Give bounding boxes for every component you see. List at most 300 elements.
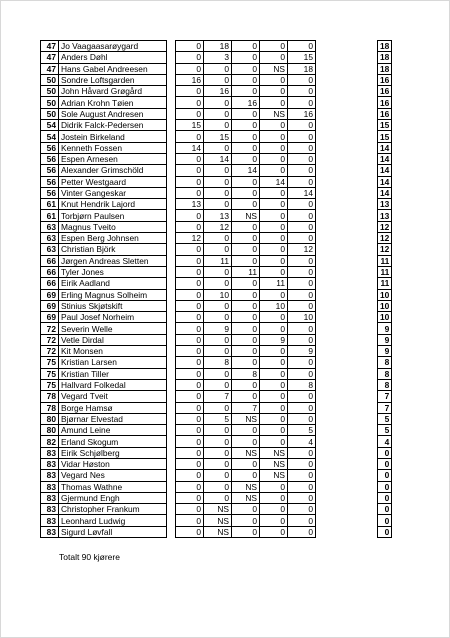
race-1-points-cell: 0 <box>176 334 204 345</box>
total-points-cell: 12 <box>378 244 392 255</box>
table-row <box>41 210 392 221</box>
race-5-points-cell: 0 <box>288 470 316 481</box>
column-gap <box>316 312 378 323</box>
column-gap <box>316 391 378 402</box>
driver-name-cell: Anders Døhl <box>59 52 167 63</box>
total-points-cell: 10 <box>378 300 392 311</box>
column-gap <box>316 97 378 108</box>
rank-cell: 82 <box>41 436 59 447</box>
column-gap <box>316 447 378 458</box>
table-row <box>41 492 392 503</box>
column-gap <box>316 63 378 74</box>
table-row <box>41 458 392 469</box>
total-points-cell: 7 <box>378 391 392 402</box>
column-gap <box>167 447 176 458</box>
total-points-cell: 0 <box>378 504 392 515</box>
column-gap <box>167 187 176 198</box>
total-points-cell: 0 <box>378 458 392 469</box>
race-2-points-cell: 3 <box>204 52 232 63</box>
driver-name-cell: Vinter Gangeskar <box>59 187 167 198</box>
rank-cell: 50 <box>41 86 59 97</box>
race-3-points-cell: 0 <box>232 41 260 52</box>
rank-cell: 63 <box>41 221 59 232</box>
column-gap <box>316 120 378 131</box>
column-gap <box>167 266 176 277</box>
race-4-points-cell: 0 <box>260 312 288 323</box>
table-row <box>41 74 392 85</box>
driver-name-cell: Christian Björk <box>59 244 167 255</box>
column-gap <box>316 41 378 52</box>
race-2-points-cell: 12 <box>204 221 232 232</box>
race-2-points-cell: 16 <box>204 86 232 97</box>
results-table <box>40 40 392 538</box>
race-2-points-cell: 0 <box>204 165 232 176</box>
column-gap <box>316 199 378 210</box>
driver-name-cell: Eirik Aadland <box>59 278 167 289</box>
race-1-points-cell: 0 <box>176 210 204 221</box>
table-row <box>41 334 392 345</box>
total-points-cell: 10 <box>378 289 392 300</box>
rank-cell: 75 <box>41 368 59 379</box>
column-gap <box>167 368 176 379</box>
race-4-points-cell: 0 <box>260 210 288 221</box>
column-gap <box>167 278 176 289</box>
rank-cell: 75 <box>41 357 59 368</box>
table-row <box>41 108 392 119</box>
column-gap <box>167 402 176 413</box>
race-1-points-cell: 0 <box>176 447 204 458</box>
rank-cell: 56 <box>41 165 59 176</box>
driver-name-cell: Thomas Wathne <box>59 481 167 492</box>
column-gap <box>167 300 176 311</box>
race-3-points-cell: 0 <box>232 131 260 142</box>
driver-name-cell: John Håvard Grøgård <box>59 86 167 97</box>
race-3-points-cell: 0 <box>232 244 260 255</box>
column-gap <box>167 346 176 357</box>
race-2-points-cell: 0 <box>204 334 232 345</box>
column-gap <box>316 233 378 244</box>
race-5-points-cell: 0 <box>288 300 316 311</box>
table-row <box>41 41 392 52</box>
table-row <box>41 153 392 164</box>
race-3-points-cell: 0 <box>232 526 260 537</box>
race-1-points-cell: 0 <box>176 323 204 334</box>
race-1-points-cell: 12 <box>176 233 204 244</box>
driver-name-cell: Adrian Krohn Tøien <box>59 97 167 108</box>
race-1-points-cell: 0 <box>176 379 204 390</box>
race-3-points-cell: NS <box>232 447 260 458</box>
rank-cell: 80 <box>41 413 59 424</box>
rank-cell: 66 <box>41 255 59 266</box>
column-gap <box>167 165 176 176</box>
column-gap <box>167 481 176 492</box>
driver-name-cell: Knut Hendrik Lajord <box>59 199 167 210</box>
total-points-cell: 0 <box>378 515 392 526</box>
race-1-points-cell: 15 <box>176 120 204 131</box>
driver-name-cell: Jo Vaagaasarøygard <box>59 41 167 52</box>
column-gap <box>316 52 378 63</box>
race-1-points-cell: 0 <box>176 346 204 357</box>
driver-name-cell: Erland Skogum <box>59 436 167 447</box>
driver-name-cell: Eirik Schjølberg <box>59 447 167 458</box>
total-points-cell: 9 <box>378 346 392 357</box>
table-row <box>41 504 392 515</box>
race-1-points-cell: 0 <box>176 266 204 277</box>
driver-name-cell: Vegard Tveit <box>59 391 167 402</box>
race-1-points-cell: 0 <box>176 436 204 447</box>
race-5-points-cell: 0 <box>288 233 316 244</box>
race-3-points-cell: 0 <box>232 120 260 131</box>
race-5-points-cell: 0 <box>288 357 316 368</box>
race-5-points-cell: 12 <box>288 244 316 255</box>
column-gap <box>167 41 176 52</box>
rank-cell: 83 <box>41 504 59 515</box>
rank-cell: 56 <box>41 187 59 198</box>
race-3-points-cell: 0 <box>232 379 260 390</box>
race-3-points-cell: 8 <box>232 368 260 379</box>
total-points-cell: 12 <box>378 233 392 244</box>
race-2-points-cell: 0 <box>204 244 232 255</box>
race-2-points-cell: 14 <box>204 153 232 164</box>
table-row <box>41 346 392 357</box>
total-points-cell: 15 <box>378 120 392 131</box>
race-2-points-cell: 0 <box>204 74 232 85</box>
race-4-points-cell: 0 <box>260 244 288 255</box>
table-row <box>41 221 392 232</box>
table-row <box>41 391 392 402</box>
race-5-points-cell: 5 <box>288 425 316 436</box>
race-2-points-cell: 0 <box>204 63 232 74</box>
race-2-points-cell: 0 <box>204 120 232 131</box>
race-5-points-cell: 0 <box>288 199 316 210</box>
race-4-points-cell: 10 <box>260 300 288 311</box>
rank-cell: 66 <box>41 266 59 277</box>
column-gap <box>167 289 176 300</box>
race-2-points-cell: 7 <box>204 391 232 402</box>
race-5-points-cell: 0 <box>288 458 316 469</box>
column-gap <box>316 210 378 221</box>
race-1-points-cell: 0 <box>176 391 204 402</box>
rank-cell: 66 <box>41 278 59 289</box>
total-points-cell: 8 <box>378 379 392 390</box>
rank-cell: 72 <box>41 323 59 334</box>
table-row <box>41 481 392 492</box>
race-1-points-cell: 0 <box>176 153 204 164</box>
column-gap <box>316 131 378 142</box>
driver-name-cell: Bjørnar Elvestad <box>59 413 167 424</box>
driver-name-cell: Petter Westgaard <box>59 176 167 187</box>
race-3-points-cell: NS <box>232 492 260 503</box>
column-gap <box>316 346 378 357</box>
race-3-points-cell: 0 <box>232 334 260 345</box>
race-4-points-cell: 0 <box>260 153 288 164</box>
column-gap <box>167 131 176 142</box>
column-gap <box>316 379 378 390</box>
race-2-points-cell: 0 <box>204 278 232 289</box>
race-4-points-cell: NS <box>260 63 288 74</box>
race-5-points-cell: 4 <box>288 436 316 447</box>
race-3-points-cell: 0 <box>232 425 260 436</box>
race-3-points-cell: 0 <box>232 74 260 85</box>
race-2-points-cell: 0 <box>204 97 232 108</box>
race-2-points-cell: 18 <box>204 41 232 52</box>
total-points-cell: 11 <box>378 255 392 266</box>
column-gap <box>167 334 176 345</box>
race-1-points-cell: 0 <box>176 221 204 232</box>
column-gap <box>167 153 176 164</box>
race-3-points-cell: 0 <box>232 255 260 266</box>
driver-name-cell: Hallvard Folkedal <box>59 379 167 390</box>
race-1-points-cell: 0 <box>176 526 204 537</box>
race-1-points-cell: 0 <box>176 86 204 97</box>
race-3-points-cell: 0 <box>232 458 260 469</box>
rank-cell: 50 <box>41 74 59 85</box>
column-gap <box>316 334 378 345</box>
total-points-cell: 14 <box>378 142 392 153</box>
race-2-points-cell: 8 <box>204 357 232 368</box>
race-3-points-cell: 0 <box>232 52 260 63</box>
total-points-cell: 15 <box>378 131 392 142</box>
column-gap <box>167 63 176 74</box>
rank-cell: 54 <box>41 131 59 142</box>
column-gap <box>167 425 176 436</box>
race-5-points-cell: 0 <box>288 221 316 232</box>
column-gap <box>167 458 176 469</box>
race-5-points-cell: 0 <box>288 165 316 176</box>
driver-name-cell: Borge Hamsø <box>59 402 167 413</box>
race-4-points-cell: 11 <box>260 278 288 289</box>
column-gap <box>167 492 176 503</box>
race-5-points-cell: 14 <box>288 187 316 198</box>
race-5-points-cell: 0 <box>288 131 316 142</box>
table-row <box>41 379 392 390</box>
race-4-points-cell: 0 <box>260 413 288 424</box>
race-2-points-cell: 0 <box>204 379 232 390</box>
race-3-points-cell: 0 <box>232 108 260 119</box>
column-gap <box>167 176 176 187</box>
table-row <box>41 447 392 458</box>
driver-name-cell: Sigurd Løvfall <box>59 526 167 537</box>
race-3-points-cell: NS <box>232 210 260 221</box>
race-4-points-cell: 0 <box>260 402 288 413</box>
race-4-points-cell: 14 <box>260 176 288 187</box>
total-points-cell: 10 <box>378 312 392 323</box>
race-1-points-cell: 0 <box>176 368 204 379</box>
column-gap <box>316 86 378 97</box>
race-1-points-cell: 0 <box>176 278 204 289</box>
total-points-cell: 14 <box>378 165 392 176</box>
race-4-points-cell: 0 <box>260 266 288 277</box>
total-points-cell: 16 <box>378 108 392 119</box>
race-3-points-cell: 0 <box>232 221 260 232</box>
race-2-points-cell: 0 <box>204 142 232 153</box>
driver-name-cell: Magnus Tveito <box>59 221 167 232</box>
race-2-points-cell: 0 <box>204 176 232 187</box>
table-row <box>41 413 392 424</box>
rank-cell: 83 <box>41 492 59 503</box>
race-4-points-cell: 0 <box>260 323 288 334</box>
driver-name-cell: Espen Berg Johnsen <box>59 233 167 244</box>
race-1-points-cell: 0 <box>176 413 204 424</box>
race-4-points-cell: 0 <box>260 436 288 447</box>
column-gap <box>167 436 176 447</box>
race-4-points-cell: 0 <box>260 41 288 52</box>
race-4-points-cell: 0 <box>260 233 288 244</box>
driver-name-cell: Kristian Larsen <box>59 357 167 368</box>
column-gap <box>316 425 378 436</box>
table-row <box>41 289 392 300</box>
race-4-points-cell: 0 <box>260 515 288 526</box>
race-4-points-cell: 0 <box>260 74 288 85</box>
race-5-points-cell: 0 <box>288 368 316 379</box>
driver-name-cell: Sondre Loftsgarden <box>59 74 167 85</box>
rank-cell: 61 <box>41 199 59 210</box>
column-gap <box>316 368 378 379</box>
race-2-points-cell: 15 <box>204 131 232 142</box>
race-2-points-cell: 11 <box>204 255 232 266</box>
table-row <box>41 436 392 447</box>
table-row <box>41 199 392 210</box>
table-row <box>41 176 392 187</box>
race-3-points-cell: 0 <box>232 470 260 481</box>
table-row <box>41 255 392 266</box>
total-points-cell: 11 <box>378 266 392 277</box>
rank-cell: 63 <box>41 244 59 255</box>
race-1-points-cell: 0 <box>176 244 204 255</box>
column-gap <box>316 153 378 164</box>
race-4-points-cell: 9 <box>260 334 288 345</box>
total-points-cell: 16 <box>378 74 392 85</box>
race-1-points-cell: 0 <box>176 481 204 492</box>
race-4-points-cell: 0 <box>260 504 288 515</box>
table-row <box>41 368 392 379</box>
race-1-points-cell: 14 <box>176 142 204 153</box>
race-4-points-cell: NS <box>260 458 288 469</box>
race-5-points-cell: 0 <box>288 74 316 85</box>
race-3-points-cell: 0 <box>232 142 260 153</box>
race-2-points-cell: 0 <box>204 436 232 447</box>
column-gap <box>316 413 378 424</box>
race-2-points-cell: 0 <box>204 481 232 492</box>
column-gap <box>316 142 378 153</box>
race-4-points-cell: 0 <box>260 86 288 97</box>
table-row <box>41 165 392 176</box>
race-1-points-cell: 0 <box>176 131 204 142</box>
column-gap <box>167 210 176 221</box>
race-3-points-cell: 0 <box>232 176 260 187</box>
race-5-points-cell: 0 <box>288 142 316 153</box>
driver-name-cell: Torbjørn Paulsen <box>59 210 167 221</box>
driver-name-cell: Kit Monsen <box>59 346 167 357</box>
race-1-points-cell: 0 <box>176 176 204 187</box>
race-3-points-cell: 0 <box>232 323 260 334</box>
race-2-points-cell: NS <box>204 526 232 537</box>
driver-name-cell: Sole August Andresen <box>59 108 167 119</box>
race-1-points-cell: 0 <box>176 108 204 119</box>
column-gap <box>167 74 176 85</box>
total-points-cell: 7 <box>378 402 392 413</box>
rank-cell: 69 <box>41 289 59 300</box>
race-1-points-cell: 0 <box>176 41 204 52</box>
driver-name-cell: Kenneth Fossen <box>59 142 167 153</box>
column-gap <box>316 402 378 413</box>
table-row <box>41 300 392 311</box>
column-gap <box>167 52 176 63</box>
race-1-points-cell: 0 <box>176 289 204 300</box>
column-gap <box>167 142 176 153</box>
column-gap <box>316 436 378 447</box>
rank-cell: 72 <box>41 334 59 345</box>
driver-name-cell: Hans Gabel Andreesen <box>59 63 167 74</box>
driver-name-cell: Gjermund Engh <box>59 492 167 503</box>
race-2-points-cell: 0 <box>204 447 232 458</box>
driver-name-cell: Espen Arnesen <box>59 153 167 164</box>
rank-cell: 47 <box>41 52 59 63</box>
race-4-points-cell: 0 <box>260 221 288 232</box>
race-3-points-cell: 0 <box>232 436 260 447</box>
driver-name-cell: Kristian Tiller <box>59 368 167 379</box>
race-1-points-cell: 0 <box>176 504 204 515</box>
race-4-points-cell: NS <box>260 470 288 481</box>
race-4-points-cell: 0 <box>260 165 288 176</box>
race-3-points-cell: 0 <box>232 300 260 311</box>
race-2-points-cell: 0 <box>204 458 232 469</box>
race-5-points-cell: 0 <box>288 447 316 458</box>
column-gap <box>167 357 176 368</box>
table-row <box>41 425 392 436</box>
column-gap <box>316 323 378 334</box>
total-points-cell: 12 <box>378 221 392 232</box>
rank-cell: 83 <box>41 515 59 526</box>
total-points-cell: 0 <box>378 447 392 458</box>
race-1-points-cell: 13 <box>176 199 204 210</box>
table-row <box>41 63 392 74</box>
column-gap <box>167 504 176 515</box>
column-gap <box>316 481 378 492</box>
column-gap <box>316 165 378 176</box>
total-points-cell: 18 <box>378 52 392 63</box>
race-2-points-cell: 13 <box>204 210 232 221</box>
race-5-points-cell: 0 <box>288 413 316 424</box>
table-row <box>41 402 392 413</box>
column-gap <box>167 221 176 232</box>
race-4-points-cell: 0 <box>260 289 288 300</box>
race-5-points-cell: 0 <box>288 255 316 266</box>
race-5-points-cell: 0 <box>288 176 316 187</box>
race-5-points-cell: 0 <box>288 278 316 289</box>
driver-name-cell: Vegard Nes <box>59 470 167 481</box>
rank-cell: 83 <box>41 526 59 537</box>
column-gap <box>167 97 176 108</box>
race-1-points-cell: 0 <box>176 458 204 469</box>
total-drivers-text: Totalt 90 kjørere <box>59 552 120 562</box>
column-gap <box>316 458 378 469</box>
race-4-points-cell: 0 <box>260 255 288 266</box>
column-gap <box>316 300 378 311</box>
rank-cell: 50 <box>41 97 59 108</box>
race-3-points-cell: 0 <box>232 86 260 97</box>
total-points-cell: 18 <box>378 63 392 74</box>
rank-cell: 61 <box>41 210 59 221</box>
race-3-points-cell: 0 <box>232 391 260 402</box>
race-3-points-cell: 0 <box>232 199 260 210</box>
column-gap <box>316 187 378 198</box>
table-row <box>41 266 392 277</box>
race-4-points-cell: 0 <box>260 357 288 368</box>
results-table-body <box>41 41 392 538</box>
race-2-points-cell: 9 <box>204 323 232 334</box>
rank-cell: 69 <box>41 312 59 323</box>
